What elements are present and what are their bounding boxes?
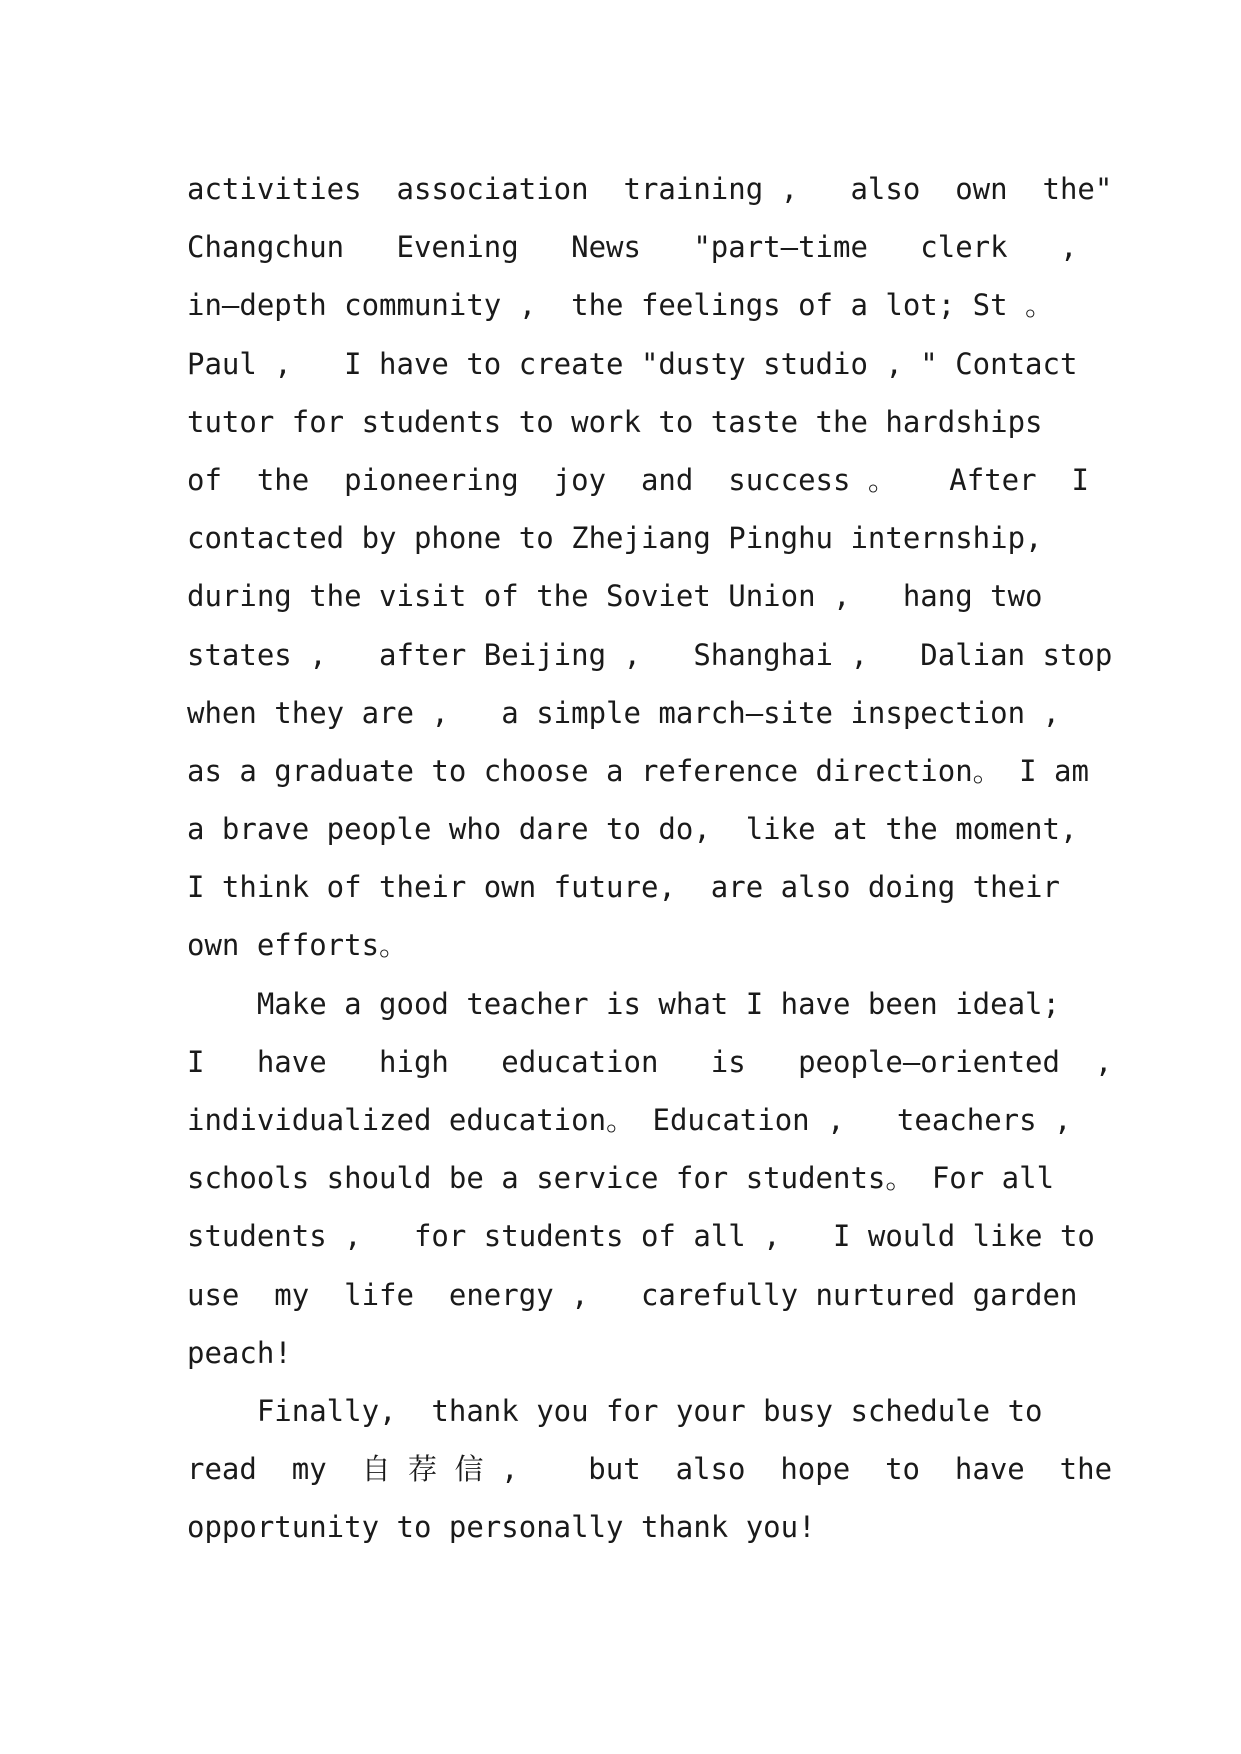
text-line: during the visit of the Soviet Union , hang two: [187, 579, 1043, 614]
text-line: activities association training , also own the": [187, 172, 1113, 206]
text-line: individualized education。 Education , teachers ,: [187, 1103, 1072, 1137]
letter-body: [187, 160, 1113, 1557]
text-line: peach!: [187, 1335, 292, 1370]
text-line: of the pioneering joy and success 。 After I: [187, 462, 1089, 497]
text-line: Make a good teacher is what I have been ideal;: [187, 986, 1060, 1021]
text-line: a brave people who dare to do, like at the moment,: [187, 812, 1078, 847]
text-line: read my 自 荐 信 , but also hope to have the: [187, 1452, 1113, 1487]
text-line: opportunity to personally thank you!: [187, 1510, 816, 1545]
text-line: tutor for students to work to taste the hardships: [187, 404, 1043, 439]
text-line: I have high education is people—oriented ,: [187, 1044, 1113, 1079]
text-line: I think of their own future, are also doing their: [187, 870, 1060, 905]
text-line: own efforts。: [187, 928, 409, 963]
text-line: in—depth community , the feelings of a lot; St 。: [187, 288, 1055, 323]
paragraph-1: [187, 160, 1113, 975]
text-line: use my life energy , carefully nurtured garden: [187, 1277, 1078, 1312]
paragraph-3: [187, 1382, 1113, 1557]
text-line: states , after Beijing , Shanghai , Dalian stop: [187, 637, 1113, 672]
text-line: when they are , a simple march—site inspection ,: [187, 695, 1060, 730]
text-line: as a graduate to choose a reference direction。 I am: [187, 753, 1089, 788]
text-line: contacted by phone to Zhejiang Pinghu internship,: [187, 521, 1043, 556]
text-line: students , for students of all , I would like to: [187, 1219, 1095, 1254]
text-line: Paul , I have to create "dusty studio , " Contact: [187, 346, 1078, 381]
text-line: Changchun Evening News "part—time clerk ,: [187, 230, 1078, 265]
text-line: Finally, thank you for your busy schedule to: [187, 1393, 1043, 1428]
text-line: schools should be a service for students。 For all: [187, 1161, 1055, 1196]
paragraph-2: [187, 975, 1113, 1382]
